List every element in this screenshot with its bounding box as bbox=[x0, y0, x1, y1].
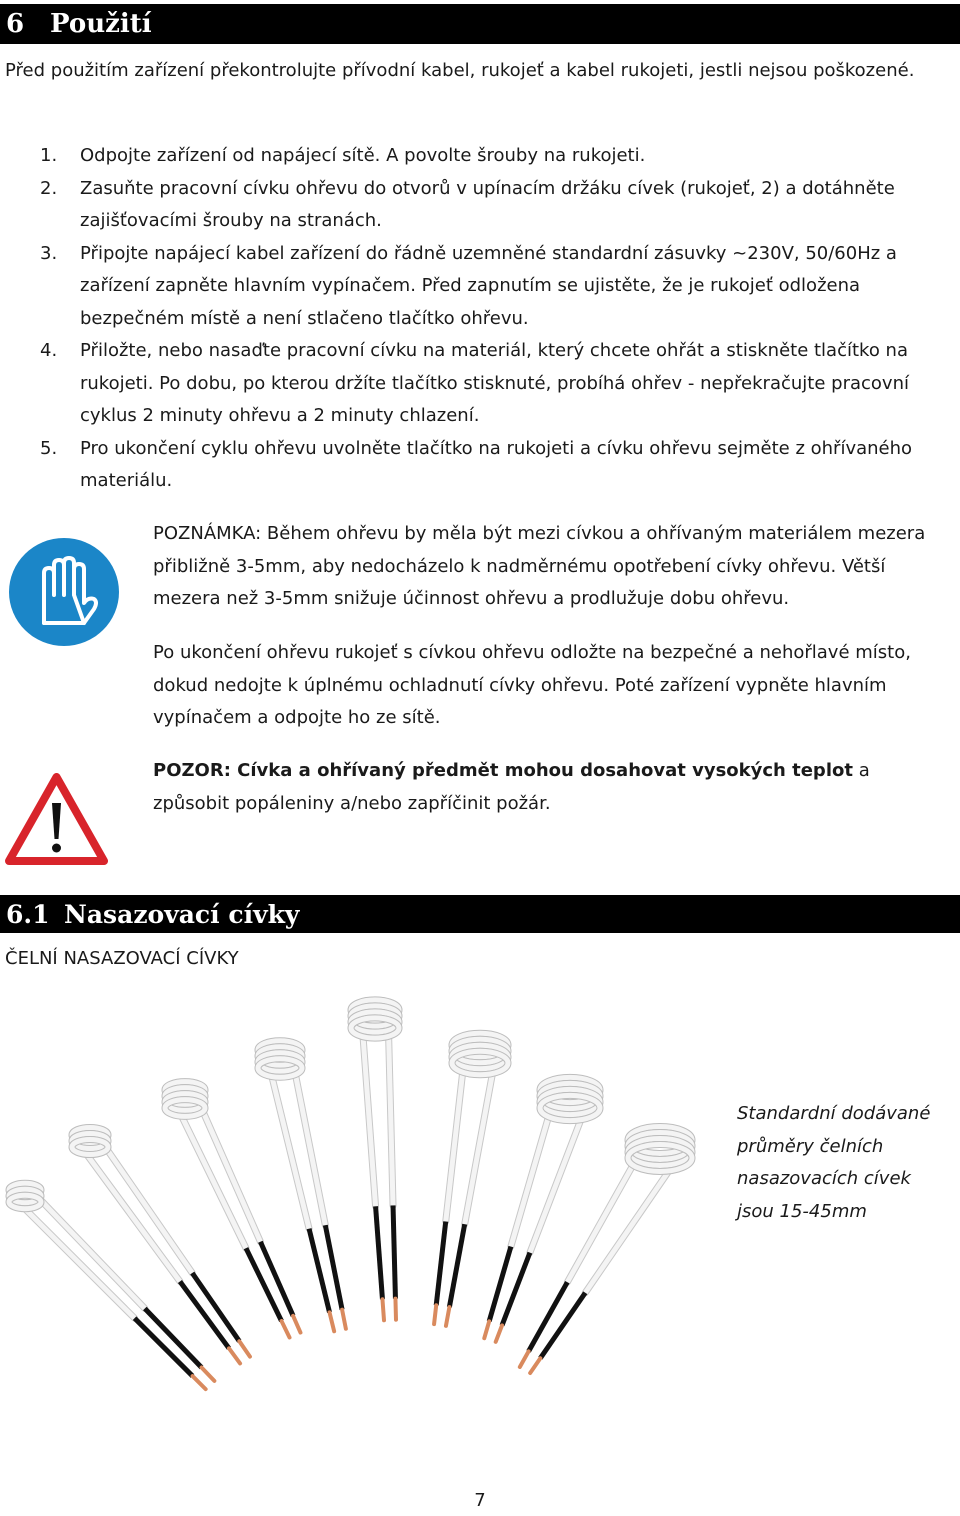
coil bbox=[434, 1033, 508, 1326]
step-number: 1. bbox=[40, 145, 58, 166]
note-paragraph: POZNÁMKA: Během ohřevu by měla být mezi cívkou a ohřívaným materiálem mezera přibližně 3-5mm, aby nedocházelo k nadměrnému opotřebení cívky ohřevu. Větší mezera než 3-5mm snižuje účinnost ohřevu a prodlužuje dobu ohřevu. bbox=[153, 523, 926, 609]
glove-icon bbox=[8, 537, 120, 647]
step-text: Odpojte zařízení od napájecí sítě. A povolte šrouby na rukojeti. bbox=[80, 145, 646, 166]
list-item bbox=[0, 433, 935, 498]
list-item bbox=[0, 173, 935, 238]
steps-list bbox=[0, 140, 935, 498]
coils-photo bbox=[0, 990, 720, 1410]
coil bbox=[484, 1077, 600, 1341]
step-text: Připojte napájecí kabel zařízení do řádně uzemněné standardní zásuvky ~230V, 50/60Hz a zařízení zapněte hlavním vypínačem. Před zapnutím se ujistěte, že je rukojeť odložena bezpečném místě a není stlačeno tlačítko ohřevu. bbox=[80, 242, 897, 329]
coil bbox=[258, 1041, 346, 1331]
warning-bold-text: POZOR: Cívka a ohřívaný předmět mohou dosahovat vysokých teplot bbox=[153, 760, 853, 781]
subsection-title: Nasazovací cívky bbox=[64, 899, 300, 929]
step-text: Pro ukončení cyklu ohřevu uvolněte tlačítko na rukojeti a cívku ohřevu sejměte z ohřívaného materiálu. bbox=[80, 437, 913, 491]
section-number: 6 bbox=[6, 9, 25, 39]
step-text: Přiložte, nebo nasaďte pracovní cívku na materiál, který chcete ohřát a stiskněte tlačítko na rukojeti. Po dobu, po kterou držíte tlačítko stisknuté, probíhá ohřev - nepřekračujte pracovní cyklus 2 minuty ohřevu a 2 minuty chlazení. bbox=[80, 340, 909, 426]
list-item bbox=[0, 238, 935, 336]
coil bbox=[351, 1000, 399, 1320]
step-number: 4. bbox=[40, 340, 58, 361]
warning-text: a způsobit popáleniny a/nebo zapříčinit požár. bbox=[153, 760, 870, 814]
list-item bbox=[0, 335, 935, 433]
section-heading bbox=[0, 4, 960, 44]
step-text: Zasuňte pracovní cívku ohřevu do otvorů v upínacím držáku cívek (rukojeť, 2) a dotáhněte zajišťovacími šrouby na stranách. bbox=[80, 177, 895, 231]
warning-icon bbox=[5, 773, 108, 865]
intro-paragraph: Před použitím zařízení překontrolujte přívodní kabel, rukojeť a kabel rukojeti, jestli nejsou poškozené. bbox=[5, 60, 915, 81]
subsection-number: 6.1 bbox=[6, 899, 50, 929]
subsection-heading bbox=[0, 895, 960, 933]
coil bbox=[520, 1127, 692, 1373]
after-heating-paragraph: Po ukončení ohřevu rukojeť s cívkou ohřevu odložte na bezpečné a nehořlavé místo, dokud nedojte k úplnému ochladnutí cívky ohřevu. Poté zařízení vypněte hlavním vypínačem a odpojte ho ze sítě. bbox=[153, 642, 911, 728]
warning-paragraph bbox=[153, 755, 943, 820]
page-number: 7 bbox=[474, 1490, 486, 1511]
list-item bbox=[0, 140, 935, 173]
coils-subtitle: ČELNÍ NASAZOVACÍ CÍVKY bbox=[5, 948, 239, 969]
step-number: 3. bbox=[40, 242, 58, 264]
coils-caption: Standardní dodávané průměry čelních nasazovacích cívek jsou 15-45mm bbox=[737, 1103, 931, 1222]
section-title: Použití bbox=[50, 9, 152, 39]
step-number: 2. bbox=[40, 177, 58, 199]
step-number: 5. bbox=[40, 437, 58, 459]
